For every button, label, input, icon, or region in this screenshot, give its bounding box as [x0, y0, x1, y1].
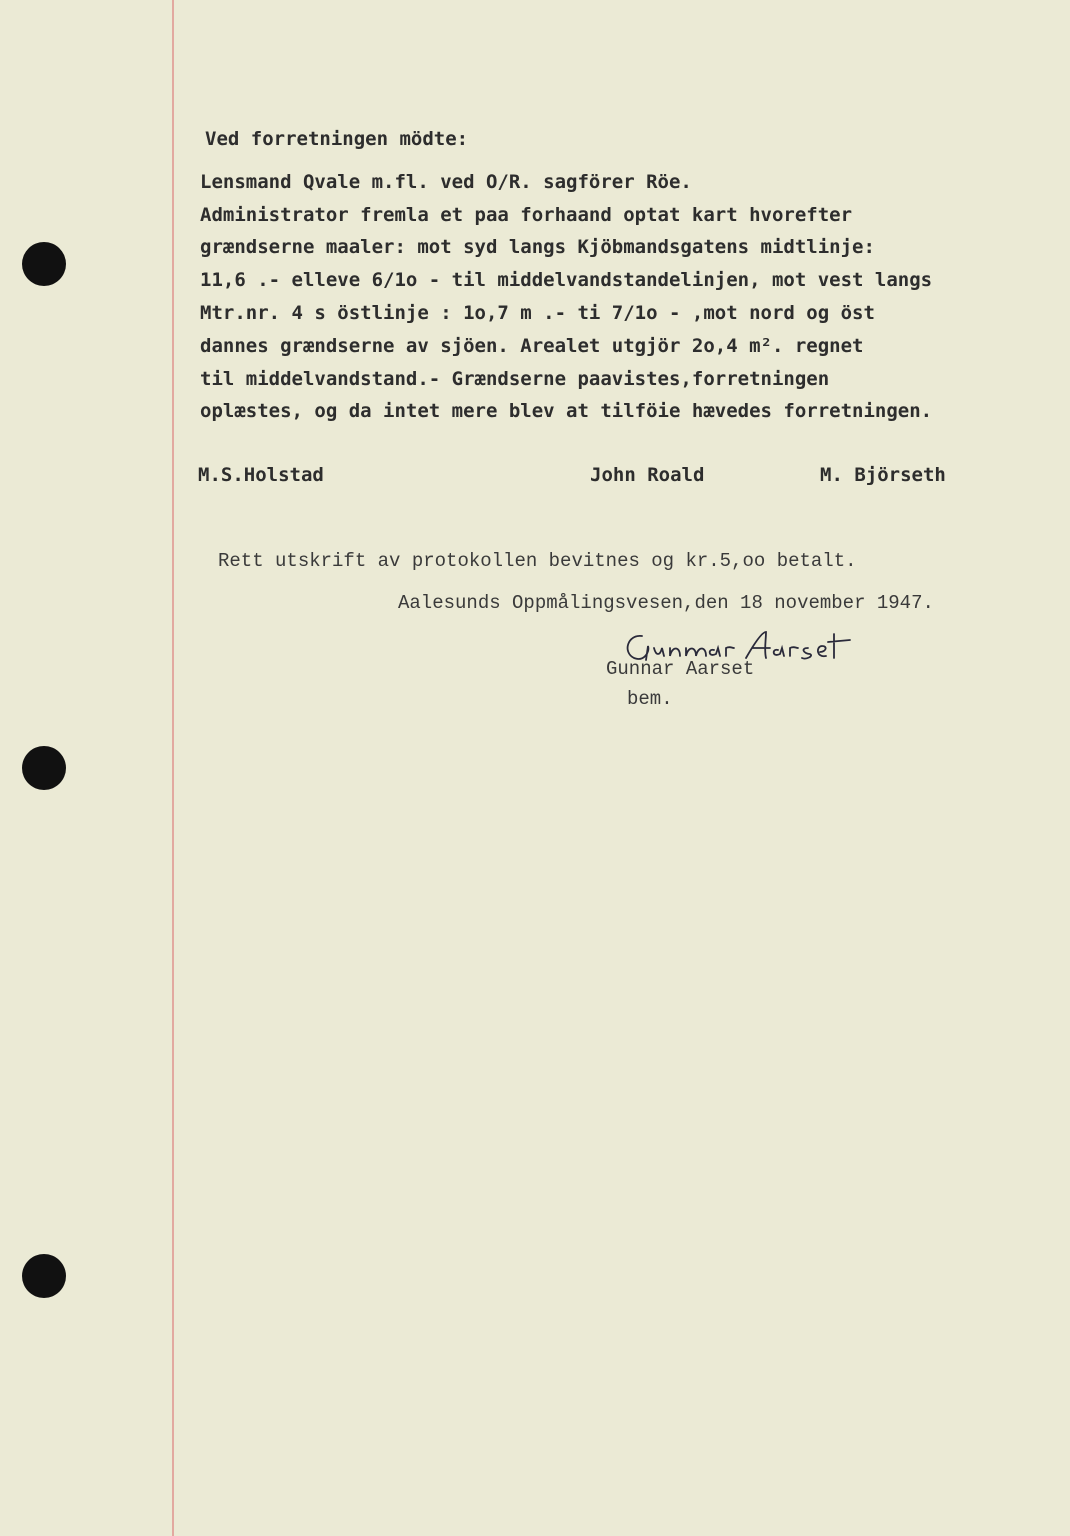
signatory: M.S.Holstad	[198, 464, 324, 486]
punch-hole	[22, 1254, 66, 1298]
signer-title: bem.	[627, 688, 673, 710]
signatory: M. Björseth	[820, 464, 946, 486]
punch-hole	[22, 242, 66, 286]
signer-name: Gunnar Aarset	[606, 658, 755, 680]
heading: Ved forretningen mödte:	[205, 128, 469, 150]
margin-line	[172, 0, 174, 1536]
body-line: dannes grændserne av sjöen. Arealet utgjör 2o,4 m². regnet	[200, 335, 864, 357]
body-line: Administrator fremla et paa forhaand optat kart hvorefter	[200, 204, 853, 226]
place-date-line: Aalesunds Oppmålingsvesen,den 18 november 1947.	[398, 592, 934, 614]
body-line: Lensmand Qvale m.fl. ved O/R. sagförer Röe.	[200, 171, 692, 193]
punch-hole	[22, 746, 66, 790]
body-line: til middelvandstand.- Grændserne paavistes,forretningen	[200, 368, 830, 390]
body-line: Mtr.nr. 4 s östlinje : 1o,7 m .- ti 7/1o - ,mot nord og öst	[200, 302, 875, 324]
body-line: grændserne maaler: mot syd langs Kjöbmandsgatens midtlinje:	[200, 236, 875, 258]
body-line: oplæstes, og da intet mere blev at tilföie hævedes forretningen.	[200, 400, 933, 422]
body-line: 11,6 .- elleve 6/1o - til middelvandstandelinjen, mot vest langs	[200, 269, 933, 291]
certification-line: Rett utskrift av protokollen bevitnes og kr.5,oo betalt.	[218, 550, 857, 572]
signatory: John Roald	[590, 464, 705, 486]
